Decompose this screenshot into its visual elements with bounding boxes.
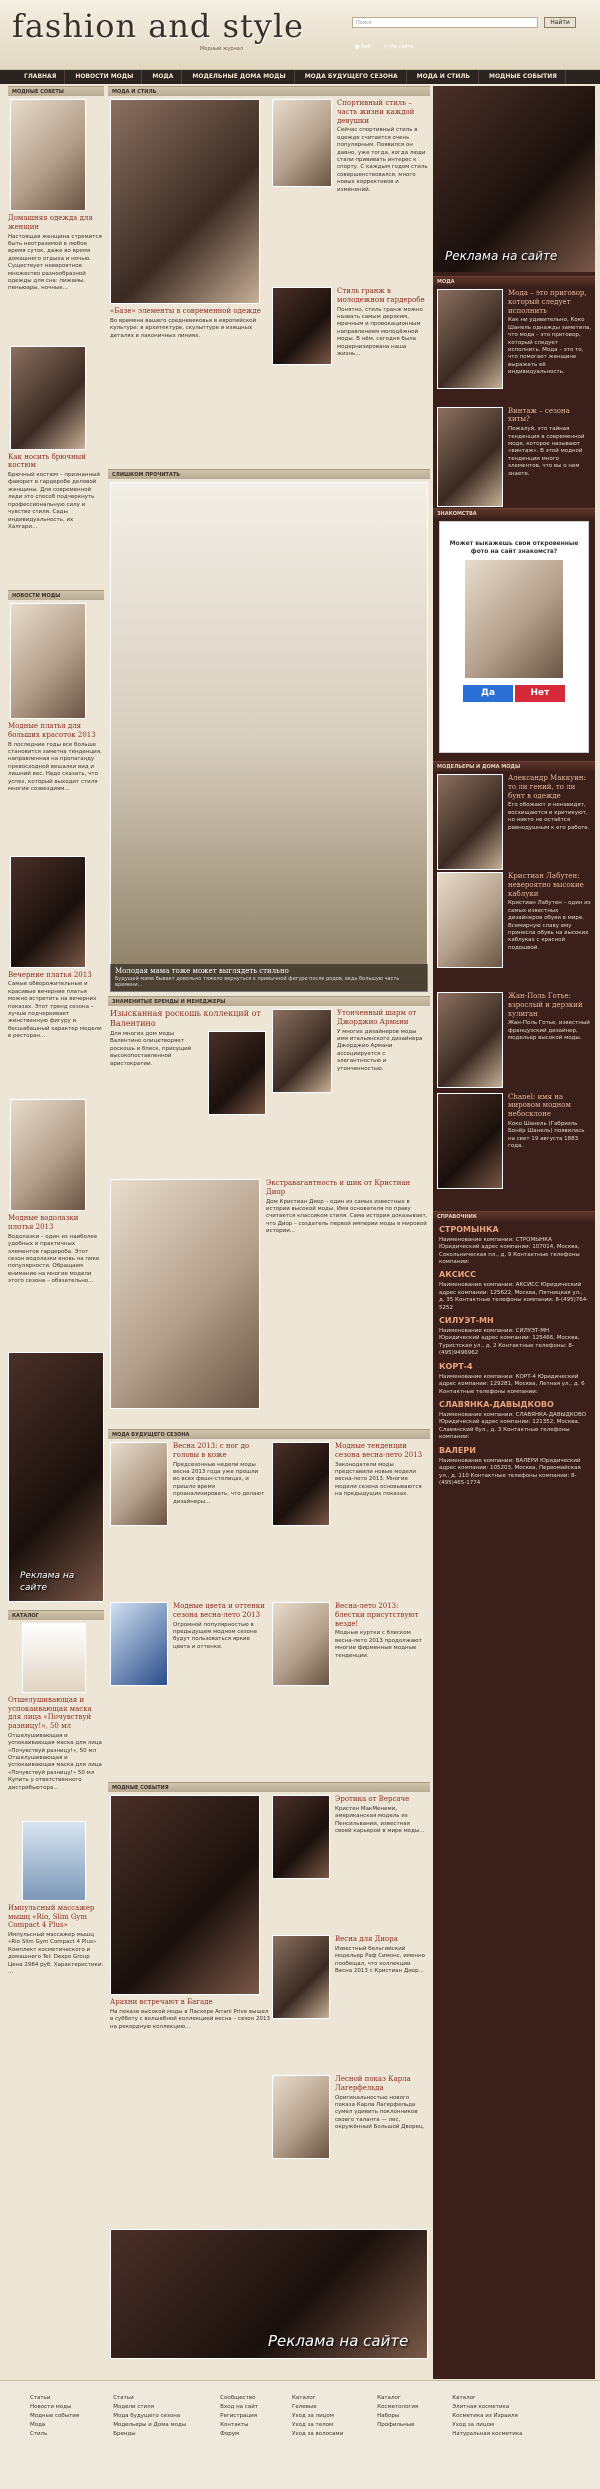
- next-season-block: [108, 1442, 430, 1782]
- article-colors[interactable]: [110, 1602, 266, 1686]
- article-grunge[interactable]: [272, 287, 428, 365]
- article-text: Пожалуй, это тайная тенденция в современной моде, которое называют «винтаж». В этой модной тенденции много элементов, что вы о нем знаете.: [508, 426, 585, 477]
- article-plus-size-dresses[interactable]: [8, 603, 104, 850]
- article-image[interactable]: [110, 1179, 260, 1409]
- section-header-next-season: МОДА БУДУЩЕГО СЕЗОНА: [108, 1429, 430, 1439]
- section-header-dating: ЗНАКОМСТВА: [433, 508, 595, 518]
- article-image[interactable]: [10, 346, 86, 450]
- footer-link[interactable]: Мода будущего сезона: [113, 2412, 181, 2419]
- article-image[interactable]: [10, 603, 86, 719]
- nav-news[interactable]: НОВОСТИ МОДЫ: [67, 70, 142, 84]
- footer-link[interactable]: Элитная косметика: [452, 2403, 510, 2410]
- article-text: Дом Кристиан Диор – один из самых известных в истории высокой моды. Имя основателя по праву считается классиком стиля. Сама история доказывает, что Диор – создатель первой империи моды в мировой истории...: [266, 1198, 428, 1235]
- dating-photo[interactable]: [464, 559, 564, 679]
- footer-link[interactable]: Уход за лицом: [452, 2421, 495, 2428]
- directory-list: [433, 1225, 595, 1488]
- section-header-news: НОВОСТИ МОДЫ: [8, 590, 104, 600]
- article-text: Законодатели моды представили новые модели весна-лето 2013. Многие модели сезона основываются на предыдущих показах.: [335, 1461, 422, 1498]
- article-text: Известный бельгийский модельер Раф Симонс, именно пообещал, что коллекции Весна 2013 с Кристиан Диор...: [335, 1945, 425, 1975]
- article-evening-dresses[interactable]: [8, 856, 104, 1094]
- article-title[interactable]: Домашняя одежда для женщин: [8, 214, 93, 231]
- section-header-must-read: СЛИШКОМ ПРОЧИТАТЬ: [108, 469, 430, 479]
- article-title[interactable]: Модные платья для больших красоток 2013: [8, 722, 96, 739]
- footer-link[interactable]: Новости моды: [30, 2403, 72, 2410]
- dating-widget[interactable]: [433, 521, 595, 761]
- article-text: Модные куртки с блеском весна-лето 2013 продолжают многие фирменные модные тенденции.: [335, 1630, 422, 1659]
- product-text: Импульсный массажер мышц «Rio Slim Gym Compact 4 Plus» Комплект косметического и домашнего Tel: Dexpo Group Цена 2984 руб. Характеристики: ...: [8, 1932, 104, 1976]
- article-title[interactable]: Вечерние платья 2013: [8, 970, 92, 979]
- article-gaultier[interactable]: [433, 992, 595, 1043]
- directory-item[interactable]: [439, 1446, 589, 1488]
- article-image[interactable]: [10, 99, 86, 211]
- article-armani[interactable]: [272, 1009, 428, 1093]
- footer-link[interactable]: Регистрация: [220, 2412, 258, 2419]
- ad-image[interactable]: [8, 1352, 104, 1602]
- article-title[interactable]: Модные тенденции сезона весна-лето 2013: [335, 1442, 423, 1459]
- footer-col-3: [220, 2395, 258, 2475]
- article-text: Кристиан Лабутен – один из самых известных дизайнеров обуви в мире. Всемирную славу ему принесла обувь на высоких каблуках с красной подошвой.: [508, 900, 591, 951]
- article-sequins[interactable]: [272, 1602, 428, 1686]
- company-text: Наименование компании: СЛАВЯНКА-ДАВЫДКОВО Юридический адрес компании: 121352, Москва, Славянский бул., д. 3 Контактные телефоны компании:: [439, 1412, 587, 1441]
- footer-link[interactable]: Натуральная косметика: [452, 2430, 523, 2437]
- section-header-directory: СПРАВОЧНИК: [433, 1211, 595, 1221]
- right-column: [433, 86, 595, 2379]
- main-nav: [0, 70, 600, 84]
- article-image[interactable]: [272, 1795, 330, 1879]
- product-image[interactable]: [22, 1623, 86, 1693]
- section-header-designers: МОДЕЛЬЕРЫ И ДОМА МОДЫ: [433, 761, 595, 771]
- footer-col-4: [292, 2395, 343, 2475]
- footer-link[interactable]: Каталог: [291, 2395, 316, 2401]
- directory-item[interactable]: [439, 1270, 589, 1312]
- article-image[interactable]: [10, 1099, 86, 1211]
- article-image[interactable]: [437, 774, 503, 870]
- article-image[interactable]: [437, 992, 503, 1088]
- article-text: Кристен МакМенеми, американская модель из Пенсильвании, известная своей карьерой в мире моды...: [335, 1805, 425, 1835]
- article-image[interactable]: [437, 407, 503, 507]
- company-name[interactable]: ВАЛЕРИ: [439, 1445, 476, 1455]
- article-pantsuit[interactable]: [8, 346, 104, 581]
- footer-link[interactable]: Гелевые: [291, 2403, 317, 2410]
- article-home-clothes[interactable]: [8, 99, 104, 340]
- nav-fashion-houses[interactable]: МОДЕЛЬНЫЕ ДОМА МОДЫ: [184, 70, 294, 84]
- footer-link[interactable]: Уход за волосами: [291, 2430, 344, 2437]
- footer-link[interactable]: Модные события: [30, 2412, 80, 2419]
- footer-col-6: [452, 2395, 522, 2475]
- article-sport-style[interactable]: [272, 99, 428, 194]
- article-text: Коко Шанель (Габриэль Бонёр Шанель) появилась на свет 19 августа 1883 года.: [508, 1120, 585, 1150]
- footer-link[interactable]: Стиль: [30, 2430, 48, 2437]
- featured-banner[interactable]: [108, 482, 430, 992]
- article-basic-elements[interactable]: [110, 99, 264, 340]
- footer-link[interactable]: Статьи: [113, 2395, 134, 2401]
- company-name[interactable]: АКСИСС: [439, 1270, 477, 1280]
- article-image[interactable]: [272, 287, 332, 365]
- footer-link[interactable]: Каталог: [377, 2395, 401, 2401]
- nav-events[interactable]: МОДНЫЕ СОБЫТИЯ: [481, 70, 566, 84]
- company-text: Наименование компании: ВАЛЕРИ Юридический адрес компании: 105203, Москва, Первомайская ул., д. 110 Контактные телефоны компании: 8-(495)465-1774: [439, 1457, 581, 1486]
- section-header-catalog: КАТАЛОГ: [8, 1610, 104, 1620]
- ad-image[interactable]: [433, 86, 595, 272]
- article-text: Оригинальностью нового показа Карла Лагерфельда сумел удивить поклонников своего таланта — лес, окружённый Большой Дворец.: [335, 2094, 425, 2131]
- article-image[interactable]: [110, 99, 260, 304]
- featured-image[interactable]: [110, 482, 428, 992]
- article-image[interactable]: [272, 1935, 330, 2019]
- section-header-brands: ЗНАМЕНИТЫЕ БРЕНДЫ И МЕНЕДЖЕРЫ: [108, 996, 430, 1006]
- article-title[interactable]: Весна 2013: с ног до головы в коже: [173, 1442, 250, 1459]
- directory-item[interactable]: [439, 1225, 589, 1267]
- article-image[interactable]: [208, 1031, 266, 1115]
- article-text: Во времена вашего средневековья в европейской культуре: в архитектуре, скульптуре и изящных деталях в лаконичных линиях.: [110, 317, 257, 339]
- article-text: Настоящая женщина стремится быть неотразимой в любое время суток, даже во время домашнего отдыха и ночью. Существует невероятное множество разнообразной одежды для сна: пижамы, пеньюары, ночные...: [8, 233, 102, 292]
- dating-no-button[interactable]: Нет: [515, 685, 565, 702]
- article-title[interactable]: Винтаж – сезона хиты?: [508, 406, 570, 424]
- nav-fashion[interactable]: МОДА: [144, 70, 182, 84]
- footer-link[interactable]: Косметология: [377, 2403, 419, 2410]
- article-text: Сейчас спортивный стиль в одежде считается очень популярным. Появился он давно, уже тогда, когда люди стали прививать интерес к спорту. С каждым годом стиль совершенствовался, много новых коррективов и изменений.: [337, 127, 428, 193]
- article-mcqueen[interactable]: [433, 774, 595, 832]
- article-image[interactable]: [110, 1795, 260, 1995]
- product-text: Отшелушивающая и успокаивающая маска для лица «Почувствуй разницу!», 50 мл Отшелушивающая и успокаивающая маска для лица «Почувствуй разницу!» 50 мл Купить у ответственного дистрибьютора...: [8, 1732, 102, 1791]
- site-footer: [0, 2380, 600, 2489]
- section-header-style: МОДА И СТИЛЬ: [108, 86, 430, 96]
- article-lagerfeld[interactable]: [272, 2075, 428, 2159]
- article-title[interactable]: Как носить брючный костюм: [8, 452, 86, 470]
- featured-text: Будущей маме бывает довольно тяжело вернуться к привычной фигуре после родов, ведь большую часть времени...: [115, 975, 400, 988]
- featured-title[interactable]: Молодая мама тоже может выглядеть стильно: [115, 967, 289, 975]
- article-text: Предсезонные недели моды весна 2013 года уже прошли во всех фешн-столицах, и пришло время проанализировать, что делают дизайнеры...: [173, 1461, 265, 1505]
- footer-link[interactable]: Форум: [220, 2430, 240, 2437]
- article-vintage[interactable]: [433, 407, 595, 478]
- radio-site-label: На сайте: [390, 44, 414, 50]
- company-name[interactable]: СЛАВЯНКА-ДАВЫДКОВО: [439, 1400, 554, 1409]
- article-title[interactable]: Эротика от Версаче: [335, 1795, 410, 1803]
- ad-label: Реклама на сайте: [445, 249, 558, 263]
- article-text: Как ни удивительно, Коко Шанель однажды заметила, что мода – это приговор, который следует исполнить. Мода – это то, что помогает женщине выражать её индивидуальность.: [508, 317, 591, 376]
- article-text: Огромной популярностью в предыдущем модном сезоне будут пользоваться яркие цвета и оттенки.: [173, 1621, 257, 1650]
- ad-label: Реклама на сайте: [20, 1571, 75, 1593]
- dating-question: Может выкажешь свои откровенные фото на сайт знакомств?: [449, 540, 579, 555]
- footer-link[interactable]: Статьи: [30, 2395, 51, 2401]
- radio-web-label: Веб: [360, 44, 371, 50]
- company-text: Наименование компании: АКСИСС Юридический адрес компании: 125622, Москва, Пятницкая ул., д. 35 Контактные телефоны компании: 8-(495)764-5252: [439, 1282, 589, 1311]
- catalog-item-massager[interactable]: [8, 1821, 104, 2006]
- article-title[interactable]: Весна-лето 2013: блестки присутствуют везде!: [335, 1602, 419, 1628]
- article-turtlenecks[interactable]: [8, 1099, 104, 1344]
- article-armani-prive[interactable]: [110, 1795, 270, 2031]
- article-image[interactable]: [272, 1602, 330, 1686]
- article-text: Понятно, стиль гранж можно назвать самым дерзким, мрачным и провокационным направлением молодёжной моды. В нём, сегодня была модернизирована наша жизнь...: [337, 306, 423, 358]
- article-text: Брючный костюм – признанный фаворит в гардеробе деловой женщины. Для современной леди это способ подчеркнуть профессиональную силу и чувство стиля. Сады индивидуальность, их Халгари...: [8, 472, 101, 530]
- search-scope: [355, 44, 426, 50]
- dating-card: [439, 521, 589, 753]
- article-image[interactable]: [272, 1442, 330, 1526]
- ad-banner-left[interactable]: [8, 1352, 104, 1602]
- product-title[interactable]: Импульсный массажер мышц «Rio, Slim Gym Compact 4 Plus»: [8, 1903, 95, 1930]
- dating-yes-button[interactable]: Да: [463, 685, 513, 702]
- footer-col-2: [113, 2395, 186, 2475]
- article-title[interactable]: Лесной показ Карла Лагерфельда: [335, 2075, 411, 2092]
- footer-link[interactable]: Модельеры и Дома моды: [113, 2421, 187, 2428]
- article-title[interactable]: Арахни встречают в Багаде: [110, 1998, 213, 2006]
- footer-link[interactable]: Косметика из Израиля: [452, 2412, 518, 2419]
- search-input[interactable]: Поиск: [352, 17, 538, 28]
- article-image[interactable]: [437, 1093, 503, 1189]
- left-column: [8, 86, 104, 2006]
- article-title[interactable]: Экстравагантность и шик от Кристиан Диор: [266, 1179, 411, 1196]
- directory-item[interactable]: [439, 1316, 589, 1358]
- footer-link[interactable]: Мода: [30, 2421, 46, 2428]
- nav-style[interactable]: МОДА И СТИЛЬ: [409, 70, 479, 84]
- article-leather[interactable]: [110, 1442, 266, 1526]
- article-dior-spring[interactable]: [272, 1935, 428, 2019]
- article-dior[interactable]: [110, 1179, 428, 1409]
- article-text: На показе высокой моды в Пасхере Arrani Prive вышел в субботу с волшебной коллекцией весна – сезон 2013 на рекордную коллекцию...: [110, 2008, 270, 2030]
- brands-block: [108, 1009, 430, 1429]
- company-name[interactable]: СИЛУЭТ-МН: [439, 1316, 494, 1326]
- article-text: Самые обворожительные и красивые вечерние платья можно встретить на вечерних показах. Этот тренд сезона – лучше подчеркивает женственную фигуру и бесшабашный характер модели в ресторан...: [8, 981, 102, 1040]
- site-logo[interactable]: fashion and style: [12, 7, 305, 45]
- radio-web[interactable]: ● Веб: [355, 44, 371, 50]
- article-title[interactable]: Модные цвета и оттенки сезона весна-лето 2013: [173, 1602, 265, 1619]
- company-text: Наименование компании: СИЛУЭТ-МН Юридический адрес компании: 125466, Москва, Туристская ул., д. 2 Контактные телефоны: 8-(495)9496962: [439, 1328, 580, 1357]
- catalog-item-mask[interactable]: [8, 1623, 104, 1817]
- article-title[interactable]: Изысканная роскошь коллекций от Валентино: [110, 1009, 261, 1028]
- article-title[interactable]: Утонченный шарм от Джорджио Армани: [337, 1009, 417, 1026]
- footer-link[interactable]: Модели стиля: [113, 2403, 154, 2410]
- article-title[interactable]: Спортивный стиль – часть жизни каждой девушки: [337, 99, 415, 125]
- company-name[interactable]: СТРОМЫНКА: [439, 1224, 499, 1234]
- company-name[interactable]: КОРТ-4: [439, 1361, 473, 1371]
- footer-link[interactable]: Бренды: [113, 2430, 136, 2437]
- article-valentino[interactable]: [110, 1009, 266, 1115]
- footer-link[interactable]: Вход на сайт: [220, 2403, 258, 2410]
- article-title[interactable]: Модные водолазки плотья 2013: [8, 1214, 79, 1231]
- product-title[interactable]: Отшелушивающая и успокаивающая маска для лица «Почувствуй разницу!», 50 мл: [8, 1695, 92, 1730]
- article-text: Водолазки – один из наиболее удобных и практичных элементов гардероба. Этот сезон водолазки вновь на пике популярности. Обращаем внимание на многие модели этого сезона – обязательно...: [8, 1233, 100, 1285]
- article-sentence[interactable]: [433, 289, 595, 377]
- article-chanel[interactable]: [433, 1093, 595, 1151]
- footer-col-5: [377, 2395, 418, 2475]
- footer-link[interactable]: Каталог: [452, 2395, 476, 2401]
- nav-home[interactable]: ГЛАВНАЯ: [16, 70, 65, 84]
- nav-next-season[interactable]: МОДА БУДУЩЕГО СЕЗОНА: [297, 70, 407, 84]
- radio-site[interactable]: ○ На сайте: [384, 44, 414, 50]
- article-title[interactable]: Александр Маккуин: то ли гений, то ли бунт в одежде: [508, 774, 586, 800]
- article-image[interactable]: [272, 1009, 332, 1093]
- footer-col-1: [30, 2395, 79, 2475]
- article-title[interactable]: Весна для Диора: [335, 1935, 398, 1943]
- article-title[interactable]: «Базе» элементы в современной одежде: [110, 307, 261, 315]
- article-image[interactable]: [110, 1442, 168, 1526]
- article-text: Для многих дом моды Валентино олицетворяет роскошь и блеск, присущий высокопоставленной аристократии.: [110, 1031, 192, 1067]
- article-image[interactable]: [437, 289, 503, 389]
- footer-link[interactable]: Профильные: [377, 2421, 415, 2428]
- article-text: В последние годы все больше становится заметна тенденция, направленная на пропаганду превосходной вешалки вид и лишний вес. Надо сказать, что успех, который выходит стиля многие созвездиям...: [8, 741, 102, 793]
- product-image[interactable]: [22, 1821, 86, 1901]
- article-text: У многих дизайнеров моды имя итальянского дизайнера Джорджио Армани ассоциируется с элегантностью и утонченностью.: [337, 1028, 423, 1072]
- article-title[interactable]: Стиль гранж в молодежном гардеробе: [337, 287, 425, 304]
- article-title[interactable]: Мода – это приговор, который следует исполнить: [508, 289, 587, 315]
- article-image[interactable]: [110, 1602, 168, 1686]
- section-header-fashion: МОДА: [433, 276, 595, 286]
- article-text: Жан-Поль Готье, известный французский дизайнер, модельер высокой моды.: [508, 1020, 590, 1042]
- featured-caption-bar: [110, 964, 428, 992]
- footer-link[interactable]: Наборы: [377, 2412, 400, 2419]
- article-title[interactable]: Жан-Поль Готье: взрослый и дерзкий хулиган: [508, 992, 583, 1018]
- footer-link[interactable]: Уход за лицом: [291, 2412, 334, 2419]
- article-image[interactable]: [10, 856, 86, 968]
- directory-item[interactable]: [439, 1362, 589, 1396]
- article-text: Его обожают и ненавидят, восхищаются и критикуют, но никто не остаётся равнодушным к его работе.: [508, 802, 590, 831]
- article-image[interactable]: [272, 2075, 330, 2159]
- article-trends[interactable]: [272, 1442, 428, 1526]
- directory-item[interactable]: [439, 1400, 589, 1442]
- site-header: [0, 0, 600, 70]
- article-image[interactable]: [272, 99, 332, 187]
- ad-banner-mid[interactable]: [108, 2229, 430, 2359]
- article-title[interactable]: Chanel: имя на мировом модном небосклоне: [508, 1092, 571, 1119]
- ad-label: Реклама на сайте: [268, 2332, 409, 2351]
- search-button[interactable]: Найти: [544, 17, 576, 28]
- article-image[interactable]: [437, 872, 503, 968]
- site-tagline: Модный журнал: [200, 46, 244, 52]
- section-header-tips: МОДНЫЕ СОВЕТЫ: [8, 86, 104, 96]
- events-block: [108, 1795, 430, 2225]
- article-title[interactable]: Кристиан Лабутен: невероятно высокие каблуки: [508, 872, 584, 898]
- style-block: [108, 99, 430, 469]
- main-column: [108, 86, 430, 2359]
- company-text: Наименование компании: КОРТ-4 Юридический адрес компании: 129281, Москва, Летная ул., д. 6 Контактные телефоны компании:: [439, 1373, 585, 1395]
- footer-link[interactable]: Уход за телом: [291, 2421, 334, 2428]
- article-versace[interactable]: [272, 1795, 428, 1879]
- company-text: Наименование компании: СТРОМЫНКА Юридический адрес компании: 107014, Москва, Сокольническая пл., д. 9 Контактные телефоны компании:: [439, 1236, 580, 1265]
- footer-link[interactable]: Контакты: [220, 2421, 249, 2428]
- article-louboutin[interactable]: [433, 872, 595, 952]
- footer-link[interactable]: Сообщество: [220, 2395, 256, 2401]
- section-header-events: МОДНЫЕ СОБЫТИЯ: [108, 1782, 430, 1792]
- ad-banner-right[interactable]: [433, 86, 595, 272]
